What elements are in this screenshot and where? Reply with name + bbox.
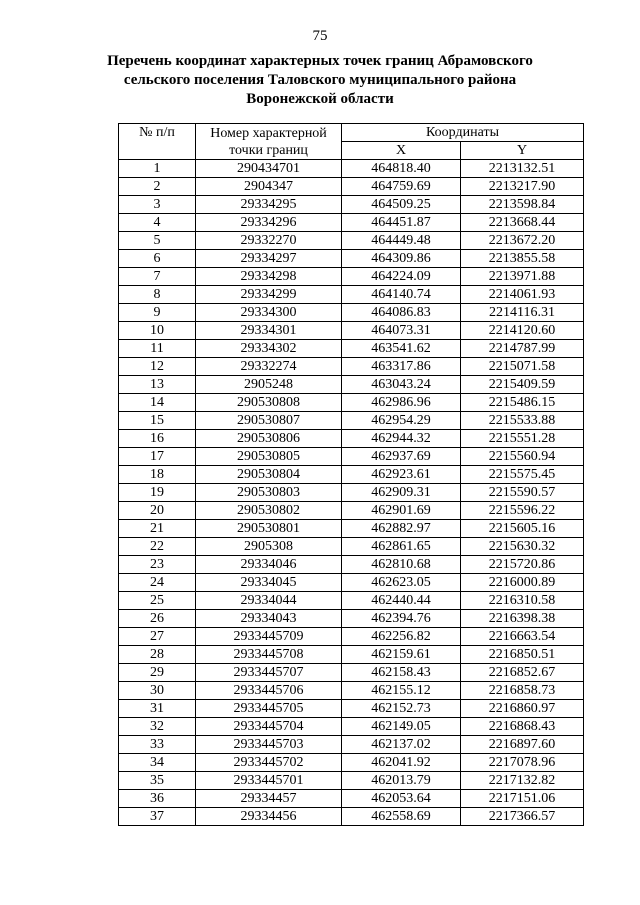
table-row xyxy=(119,412,584,430)
table-row xyxy=(119,250,584,268)
cell-number: 18 xyxy=(119,466,196,484)
cell-number: 27 xyxy=(119,628,196,646)
table-row xyxy=(119,268,584,286)
cell-point: 290530807 xyxy=(196,412,342,430)
table-row xyxy=(119,646,584,664)
table-row xyxy=(119,232,584,250)
cell-x: 462861.65 xyxy=(342,538,461,556)
cell-y: 2216868.43 xyxy=(461,718,584,736)
cell-number: 31 xyxy=(119,700,196,718)
cell-number: 21 xyxy=(119,520,196,538)
page-number: 75 xyxy=(312,28,328,44)
table-row xyxy=(119,358,584,376)
cell-point: 29334301 xyxy=(196,322,342,340)
table-row xyxy=(119,340,584,358)
table-row xyxy=(119,754,584,772)
table-row xyxy=(119,376,584,394)
cell-x: 464451.87 xyxy=(342,214,461,232)
table-row xyxy=(119,592,584,610)
table-row xyxy=(119,322,584,340)
cell-point: 2933445704 xyxy=(196,718,342,736)
cell-point: 29332274 xyxy=(196,358,342,376)
cell-x: 462440.44 xyxy=(342,592,461,610)
table-row xyxy=(119,610,584,628)
cell-number: 1 xyxy=(119,160,196,178)
cell-y: 2213217.90 xyxy=(461,178,584,196)
cell-point: 2933445707 xyxy=(196,664,342,682)
cell-point: 29334298 xyxy=(196,268,342,286)
table-row xyxy=(119,682,584,700)
cell-x: 462256.82 xyxy=(342,628,461,646)
cell-number: 34 xyxy=(119,754,196,772)
cell-number: 33 xyxy=(119,736,196,754)
cell-point: 290530804 xyxy=(196,466,342,484)
table-row xyxy=(119,808,584,826)
cell-point: 29334295 xyxy=(196,196,342,214)
cell-number: 2 xyxy=(119,178,196,196)
title-line: сельского поселения Таловского муниципального района xyxy=(123,72,517,88)
cell-x: 462882.97 xyxy=(342,520,461,538)
cell-point: 29334044 xyxy=(196,592,342,610)
header-number: № п/п xyxy=(119,124,196,160)
cell-number: 22 xyxy=(119,538,196,556)
cell-y: 2213598.84 xyxy=(461,196,584,214)
document-title xyxy=(90,52,550,109)
cell-y: 2215560.94 xyxy=(461,448,584,466)
cell-y: 2215590.57 xyxy=(461,484,584,502)
cell-point: 29334046 xyxy=(196,556,342,574)
table-row xyxy=(119,790,584,808)
cell-y: 2213971.88 xyxy=(461,268,584,286)
cell-number: 30 xyxy=(119,682,196,700)
cell-number: 26 xyxy=(119,610,196,628)
cell-point: 2933445703 xyxy=(196,736,342,754)
cell-x: 462810.68 xyxy=(342,556,461,574)
cell-y: 2215630.32 xyxy=(461,538,584,556)
cell-y: 2213132.51 xyxy=(461,160,584,178)
table-row xyxy=(119,304,584,322)
cell-x: 462623.05 xyxy=(342,574,461,592)
cell-point: 29334299 xyxy=(196,286,342,304)
table-row xyxy=(119,664,584,682)
table-row xyxy=(119,700,584,718)
cell-y: 2214061.93 xyxy=(461,286,584,304)
cell-number: 10 xyxy=(119,322,196,340)
cell-y: 2215551.28 xyxy=(461,430,584,448)
title-line: Воронежской области xyxy=(246,91,394,107)
cell-y: 2213668.44 xyxy=(461,214,584,232)
cell-point: 29334456 xyxy=(196,808,342,826)
cell-y: 2216860.97 xyxy=(461,700,584,718)
cell-point: 2933445706 xyxy=(196,682,342,700)
cell-y: 2215533.88 xyxy=(461,412,584,430)
cell-point: 2933445702 xyxy=(196,754,342,772)
cell-y: 2215596.22 xyxy=(461,502,584,520)
cell-x: 462394.76 xyxy=(342,610,461,628)
table-row xyxy=(119,484,584,502)
cell-y: 2213855.58 xyxy=(461,250,584,268)
cell-number: 24 xyxy=(119,574,196,592)
cell-point: 29334043 xyxy=(196,610,342,628)
cell-number: 32 xyxy=(119,718,196,736)
table-row xyxy=(119,214,584,232)
table-row xyxy=(119,178,584,196)
cell-y: 2216398.38 xyxy=(461,610,584,628)
cell-x: 464818.40 xyxy=(342,160,461,178)
cell-y: 2217151.06 xyxy=(461,790,584,808)
cell-x: 462558.69 xyxy=(342,808,461,826)
cell-y: 2216852.67 xyxy=(461,664,584,682)
cell-point: 2905308 xyxy=(196,538,342,556)
cell-number: 14 xyxy=(119,394,196,412)
cell-x: 463317.86 xyxy=(342,358,461,376)
cell-x: 464140.74 xyxy=(342,286,461,304)
cell-point: 29334302 xyxy=(196,340,342,358)
cell-x: 462954.29 xyxy=(342,412,461,430)
cell-point: 29332270 xyxy=(196,232,342,250)
cell-point: 290530801 xyxy=(196,520,342,538)
cell-y: 2215071.58 xyxy=(461,358,584,376)
cell-point: 290530805 xyxy=(196,448,342,466)
cell-point: 290434701 xyxy=(196,160,342,178)
cell-number: 29 xyxy=(119,664,196,682)
cell-number: 36 xyxy=(119,790,196,808)
cell-number: 13 xyxy=(119,376,196,394)
cell-x: 464073.31 xyxy=(342,322,461,340)
cell-y: 2217366.57 xyxy=(461,808,584,826)
cell-y: 2217078.96 xyxy=(461,754,584,772)
cell-x: 462923.61 xyxy=(342,466,461,484)
cell-number: 19 xyxy=(119,484,196,502)
cell-y: 2217132.82 xyxy=(461,772,584,790)
cell-y: 2214787.99 xyxy=(461,340,584,358)
table-row xyxy=(119,448,584,466)
cell-point: 290530808 xyxy=(196,394,342,412)
cell-number: 25 xyxy=(119,592,196,610)
cell-point: 290530802 xyxy=(196,502,342,520)
cell-x: 462013.79 xyxy=(342,772,461,790)
cell-point: 2904347 xyxy=(196,178,342,196)
cell-x: 462155.12 xyxy=(342,682,461,700)
cell-point: 29334300 xyxy=(196,304,342,322)
table-row xyxy=(119,430,584,448)
header-point-line: Номер характерной xyxy=(210,125,327,141)
cell-number: 9 xyxy=(119,304,196,322)
cell-x: 462152.73 xyxy=(342,700,461,718)
table-row xyxy=(119,286,584,304)
cell-x: 462137.02 xyxy=(342,736,461,754)
table-row xyxy=(119,574,584,592)
cell-point: 2933445705 xyxy=(196,700,342,718)
table-row xyxy=(119,556,584,574)
cell-x: 462041.92 xyxy=(342,754,461,772)
cell-point: 29334457 xyxy=(196,790,342,808)
cell-number: 6 xyxy=(119,250,196,268)
cell-x: 464309.86 xyxy=(342,250,461,268)
cell-number: 16 xyxy=(119,430,196,448)
cell-number: 5 xyxy=(119,232,196,250)
cell-y: 2215720.86 xyxy=(461,556,584,574)
table-row xyxy=(119,520,584,538)
cell-number: 8 xyxy=(119,286,196,304)
cell-x: 462158.43 xyxy=(342,664,461,682)
cell-y: 2213672.20 xyxy=(461,232,584,250)
cell-x: 462944.32 xyxy=(342,430,461,448)
cell-number: 4 xyxy=(119,214,196,232)
cell-y: 2216858.73 xyxy=(461,682,584,700)
table-row xyxy=(119,394,584,412)
cell-x: 462149.05 xyxy=(342,718,461,736)
cell-y: 2215486.15 xyxy=(461,394,584,412)
cell-y: 2215409.59 xyxy=(461,376,584,394)
table-row xyxy=(119,628,584,646)
cell-y: 2216310.58 xyxy=(461,592,584,610)
table-row xyxy=(119,772,584,790)
cell-point: 2933445701 xyxy=(196,772,342,790)
cell-number: 20 xyxy=(119,502,196,520)
table-row xyxy=(119,160,584,178)
table-row xyxy=(119,466,584,484)
coordinates-table xyxy=(118,123,584,826)
cell-number: 37 xyxy=(119,808,196,826)
header-coordinates: Координаты xyxy=(342,124,584,142)
table-row xyxy=(119,736,584,754)
cell-x: 464759.69 xyxy=(342,178,461,196)
cell-number: 3 xyxy=(119,196,196,214)
cell-point: 2905248 xyxy=(196,376,342,394)
cell-point: 290530806 xyxy=(196,430,342,448)
cell-x: 462909.31 xyxy=(342,484,461,502)
cell-x: 464224.09 xyxy=(342,268,461,286)
cell-y: 2214120.60 xyxy=(461,322,584,340)
cell-point: 290530803 xyxy=(196,484,342,502)
cell-y: 2215575.45 xyxy=(461,466,584,484)
cell-x: 462901.69 xyxy=(342,502,461,520)
cell-x: 462053.64 xyxy=(342,790,461,808)
cell-y: 2216663.54 xyxy=(461,628,584,646)
cell-number: 12 xyxy=(119,358,196,376)
cell-number: 15 xyxy=(119,412,196,430)
header-y: Y xyxy=(461,142,584,160)
cell-point: 2933445709 xyxy=(196,628,342,646)
header-point-line: точки границ xyxy=(229,142,308,158)
cell-x: 464086.83 xyxy=(342,304,461,322)
cell-x: 462986.96 xyxy=(342,394,461,412)
table-row xyxy=(119,718,584,736)
cell-x: 464509.25 xyxy=(342,196,461,214)
table-row xyxy=(119,538,584,556)
cell-point: 29334297 xyxy=(196,250,342,268)
cell-x: 463541.62 xyxy=(342,340,461,358)
cell-x: 463043.24 xyxy=(342,376,461,394)
cell-number: 11 xyxy=(119,340,196,358)
cell-y: 2215605.16 xyxy=(461,520,584,538)
cell-y: 2214116.31 xyxy=(461,304,584,322)
header-point xyxy=(196,124,342,160)
table-row xyxy=(119,196,584,214)
cell-number: 23 xyxy=(119,556,196,574)
header-x: X xyxy=(342,142,461,160)
cell-x: 462159.61 xyxy=(342,646,461,664)
table-row xyxy=(119,502,584,520)
title-line: Перечень координат характерных точек границ Абрамовского xyxy=(107,53,533,69)
cell-x: 464449.48 xyxy=(342,232,461,250)
cell-point: 29334296 xyxy=(196,214,342,232)
cell-number: 35 xyxy=(119,772,196,790)
cell-number: 7 xyxy=(119,268,196,286)
cell-number: 28 xyxy=(119,646,196,664)
cell-point: 2933445708 xyxy=(196,646,342,664)
cell-x: 462937.69 xyxy=(342,448,461,466)
cell-y: 2216000.89 xyxy=(461,574,584,592)
cell-y: 2216850.51 xyxy=(461,646,584,664)
cell-number: 17 xyxy=(119,448,196,466)
cell-y: 2216897.60 xyxy=(461,736,584,754)
cell-point: 29334045 xyxy=(196,574,342,592)
